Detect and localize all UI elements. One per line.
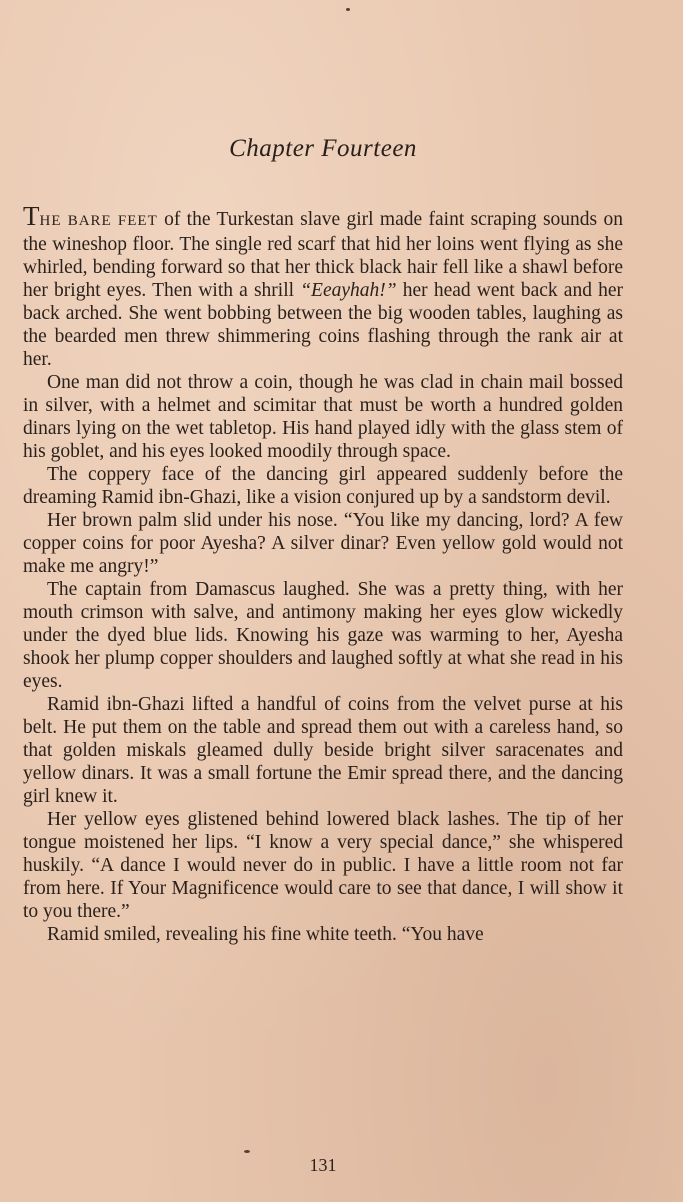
paragraph: The captain from Damascus laughed. She was a pretty thing, with her mouth crimson with salve, and antimony making her eyes glow wickedly under the dyed blue lids. Knowing his gaze was warming to her, Ayesha shook her plump copper shoulders and laughed softly at what she read in his eyes. — [23, 579, 623, 692]
paper-speck — [244, 1150, 250, 1153]
small-caps-lead: HE BARE FEET — [39, 213, 158, 229]
paragraph: One man did not throw a coin, though he was clad in chain mail bossed in silver, with a helmet and scimitar that must be worth a hundred golden dinars lying on the wet tabletop. His hand played idly with the glass stem of his goblet, and his eyes looked moodily through space. — [23, 372, 623, 462]
cry-text: “Eeayhah!” — [300, 280, 397, 301]
body-text — [23, 201, 624, 946]
paragraph: Her brown palm slid under his nose. “You like my dancing, lord? A few copper coins for poor Ayesha? A silver dinar? Even yellow gold would not make me angry!” — [23, 510, 623, 577]
opening-text-end: her head went back and her back arched. She went bobbing between the big wooden tables, laughing as the bearded men threw shimmering coins flashing through the rank air at her. — [23, 280, 624, 370]
page-number: 131 — [309, 1155, 337, 1175]
paragraph: Her yellow eyes glistened behind lowered black lashes. The tip of her tongue moistened her lips. “I know a very special dance,” she whispered huskily. “A dance I would never do in public. I have a little room not far from here. If Your Magnificence would care to see that dance, I will show it to you there.” — [23, 809, 623, 922]
paper-speck — [346, 8, 350, 11]
book-page — [23, 0, 623, 1202]
paragraph: Ramid ibn-Ghazi lifted a handful of coins from the velvet purse at his belt. He put them on the table and spread them out with a careless hand, so that golden miskals gleamed dully beside bright silver saracenates and yellow dinars. It was a small fortune the Emir spread there, and the dancing girl knew it. — [23, 694, 623, 807]
paragraph: The coppery face of the dancing girl appeared suddenly before the dreaming Ramid ibn-Ghazi, like a vision conjured up by a sandstorm devil. — [23, 464, 623, 508]
opening-paragraph — [23, 201, 624, 371]
chapter-title: Chapter Fourteen — [229, 135, 417, 162]
paragraph: Ramid smiled, revealing his fine white teeth. “You have — [47, 924, 484, 945]
drop-cap: T — [23, 201, 40, 231]
opening-text: of the Turkestan slave girl made faint scraping sounds on the wineshop floor. The single red scarf that hid her loins went flying as she whirled, bending forward so that her thick black hair fell like a shawl before her bright eyes. Then with a shrill — [23, 209, 623, 301]
